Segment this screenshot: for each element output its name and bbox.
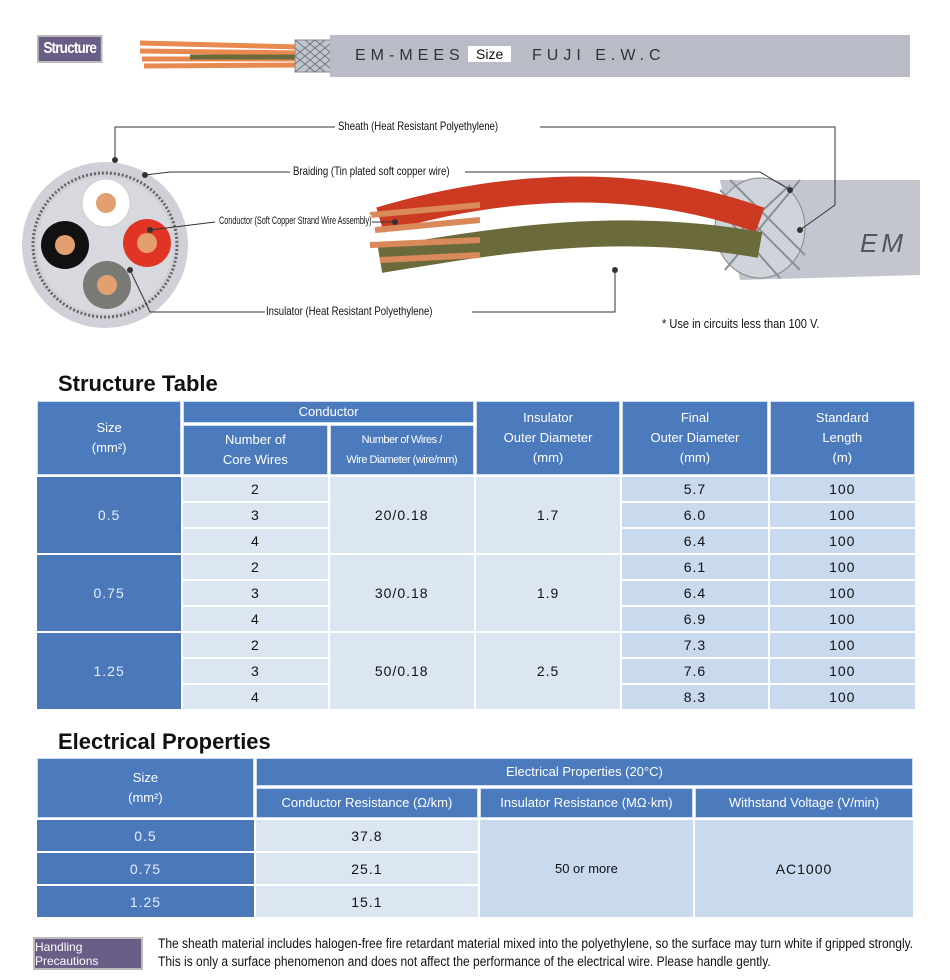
size-cell: 0.5 [37, 820, 254, 851]
core-wires-cell: 2 [183, 477, 327, 501]
standard-length-cell: 100 [770, 503, 915, 527]
table-row [37, 555, 915, 579]
table-row [37, 477, 915, 501]
electrical-table-title: Electrical Properties [58, 729, 271, 754]
final-od-cell: 6.9 [622, 607, 767, 631]
electrical-table [35, 756, 915, 919]
header-final-od: Final Outer Diameter (mm) [622, 401, 767, 475]
header-wires-diameter: Number of Wires / Wire Diameter (wire/mm) [330, 425, 474, 475]
size-cell: 0.75 [37, 555, 181, 631]
header-size: Size (mm²) [37, 401, 181, 475]
insulator-od-cell: 1.9 [476, 555, 620, 631]
callout-insulator: Insulator (Heat Resistant Polyethylene) [266, 304, 433, 318]
standard-length-cell: 100 [770, 581, 915, 605]
standard-length-cell: 100 [770, 685, 915, 709]
conductor-resistance-cell: 37.8 [256, 820, 478, 851]
header-conductor-resistance: Conductor Resistance (Ω/km) [256, 788, 478, 818]
structure-table-title: Structure Table [58, 371, 218, 396]
standard-length-cell: 100 [770, 659, 915, 683]
callout-braiding: Braiding (Tin plated soft copper wire) [293, 164, 450, 178]
insulator-od-cell: 2.5 [476, 633, 620, 709]
header-electrical-properties: Electrical Properties (20°C) [256, 758, 913, 786]
withstand-voltage-cell: AC1000 [695, 820, 913, 917]
callout-sheath: Sheath (Heat Resistant Polyethylene) [338, 119, 499, 133]
cable-print-model: EM-MEES [355, 47, 465, 64]
core-wires-cell: 3 [183, 503, 327, 527]
core-wires-cell: 4 [183, 685, 327, 709]
size-cell: 1.25 [37, 633, 181, 709]
handling-precautions-text: The sheath material includes halogen-free fire retardant material mixed into the polyethylene, so the surface may turn white if gripped strongly. This is only a surface phenomenon and does not affect the performance of the electrical wire. Please handle gently. [158, 936, 914, 969]
callout-lines [0, 0, 950, 340]
header-insulator-od: Insulator Outer Diameter (mm) [476, 401, 620, 475]
standard-length-cell: 100 [770, 555, 915, 579]
cable-print-size: Size [468, 46, 511, 62]
size-cell: 0.5 [37, 477, 181, 553]
standard-length-cell: 100 [770, 633, 915, 657]
final-od-cell: 6.4 [622, 529, 767, 553]
final-od-cell: 6.0 [622, 503, 767, 527]
core-wires-cell: 3 [183, 581, 327, 605]
cable-print-end: EM [860, 228, 907, 258]
final-od-cell: 7.3 [622, 633, 767, 657]
size-cell: 1.25 [37, 886, 254, 917]
handling-precautions-label: Handling Precautions [33, 937, 143, 970]
structure-table [35, 399, 917, 711]
core-wires-cell: 2 [183, 633, 327, 657]
header-insulator-resistance: Insulator Resistance (MΩ·km) [480, 788, 693, 818]
usage-note: * Use in circuits less than 100 V. [662, 316, 820, 331]
standard-length-cell: 100 [770, 529, 915, 553]
conductor-resistance-cell: 25.1 [256, 853, 478, 884]
header-size: Size (mm²) [37, 758, 254, 818]
cable-print-maker: FUJI E.W.C [532, 47, 666, 64]
wires-diameter-cell: 30/0.18 [330, 555, 474, 631]
header-core-wires: Number of Core Wires [183, 425, 327, 475]
wires-diameter-cell: 20/0.18 [330, 477, 474, 553]
wires-diameter-cell: 50/0.18 [330, 633, 474, 709]
standard-length-cell: 100 [770, 607, 915, 631]
final-od-cell: 7.6 [622, 659, 767, 683]
header-withstand-voltage: Withstand Voltage (V/min) [695, 788, 913, 818]
conductor-resistance-cell: 15.1 [256, 886, 478, 917]
insulator-resistance-cell: 50 or more [480, 820, 693, 917]
final-od-cell: 6.1 [622, 555, 767, 579]
core-wires-cell: 4 [183, 529, 327, 553]
table-row [37, 633, 915, 657]
header-standard-length: Standard Length (m) [770, 401, 915, 475]
callout-conductor: Conductor (Soft Copper Strand Wire Assembly) [219, 215, 372, 227]
insulator-od-cell: 1.7 [476, 477, 620, 553]
core-wires-cell: 4 [183, 607, 327, 631]
final-od-cell: 8.3 [622, 685, 767, 709]
core-wires-cell: 2 [183, 555, 327, 579]
standard-length-cell: 100 [770, 477, 915, 501]
final-od-cell: 5.7 [622, 477, 767, 501]
final-od-cell: 6.4 [622, 581, 767, 605]
structure-label: Structure [37, 35, 102, 63]
core-wires-cell: 3 [183, 659, 327, 683]
header-conductor: Conductor [183, 401, 474, 423]
size-cell: 0.75 [37, 853, 254, 884]
